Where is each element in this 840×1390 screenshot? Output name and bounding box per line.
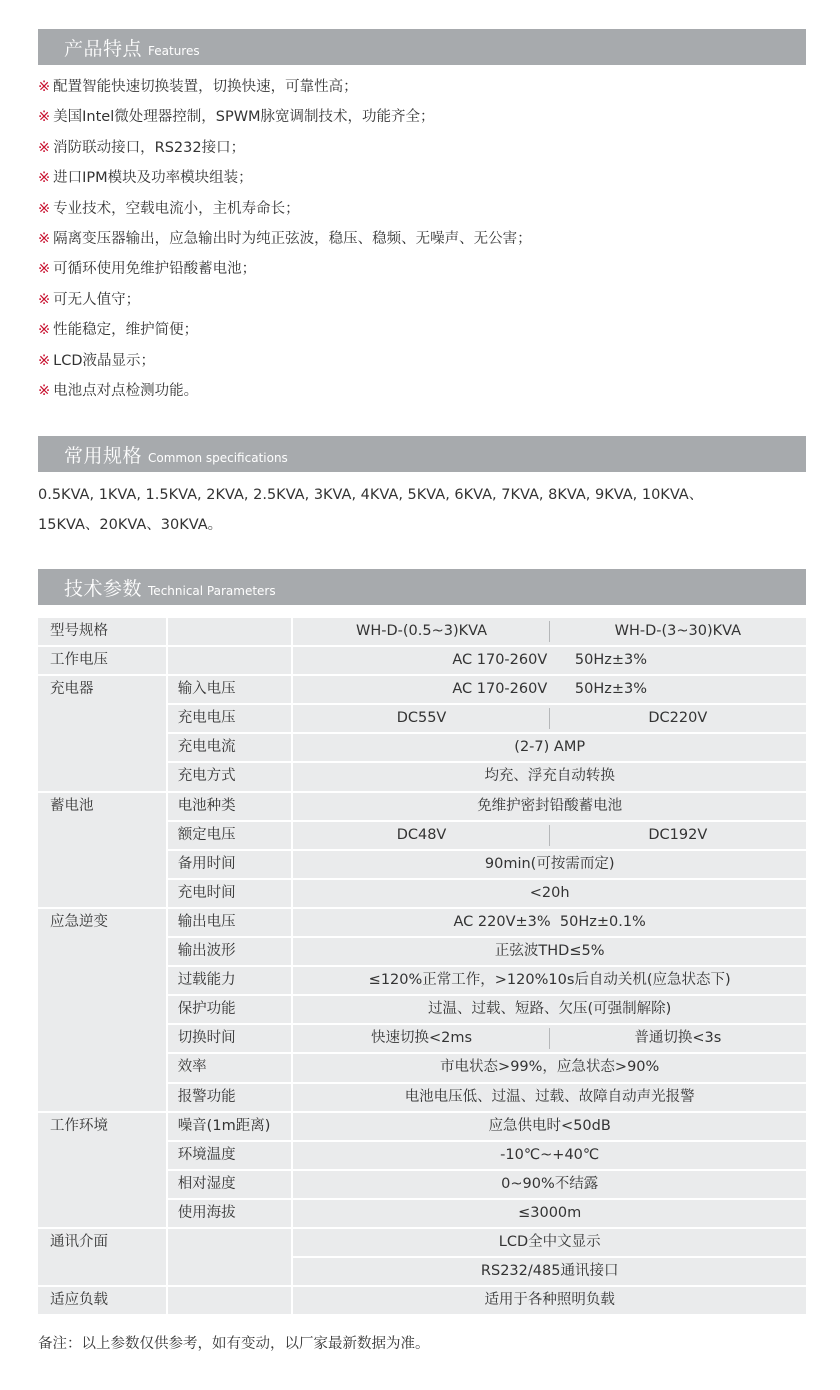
param-value: AC 220V±3% 50Hz±0.1% — [453, 913, 646, 930]
param-value: LCD全中文显示 — [498, 1233, 601, 1250]
param-group-label — [38, 793, 166, 907]
param-group-label — [38, 647, 166, 674]
param-name-cell: 额定电压 — [168, 822, 292, 849]
params-header — [38, 569, 806, 605]
reference-mark-icon: ※ — [38, 352, 51, 369]
feature-item — [38, 346, 808, 376]
param-name-cell: 噪音(1m距离) — [168, 1113, 292, 1140]
param-name-cell: 输入电压 — [168, 676, 292, 703]
reference-mark-icon: ※ — [38, 170, 51, 187]
param-value-cell — [293, 705, 806, 732]
specs-title-en: Common specifications — [148, 451, 288, 465]
feature-item — [38, 163, 808, 193]
params-title-cn: 技术参数 — [64, 578, 143, 600]
feature-text: 可循环使用免维护铅酸蓄电池； — [53, 261, 257, 278]
param-value-cell — [293, 880, 806, 907]
param-value-left: WH-D-(0.5~3)KVA — [293, 618, 549, 645]
param-value: AC 170-260V 50Hz±3% — [452, 681, 648, 698]
param-category: 蓄电池 — [50, 797, 94, 814]
param-group-label — [38, 909, 166, 1111]
reference-mark-icon: ※ — [38, 139, 51, 156]
param-value: ≤120%正常工作，>120%10s后自动关机(应急状态下) — [368, 972, 731, 989]
reference-mark-icon: ※ — [38, 200, 51, 217]
reference-mark-icon: ※ — [38, 261, 51, 278]
feature-item — [38, 376, 808, 406]
param-name-cell: 输出波形 — [168, 938, 292, 965]
param-value-cell — [293, 996, 806, 1023]
param-group-label — [38, 676, 166, 790]
param-name-cell: 效率 — [168, 1054, 292, 1081]
param-group-label — [38, 618, 166, 645]
features-header — [38, 29, 806, 65]
feature-text: 专业技术，空载电流小，主机寿命长； — [53, 200, 300, 217]
param-value: 免维护密封铅酸蓄电池 — [477, 797, 623, 814]
reference-mark-icon: ※ — [38, 382, 51, 399]
features-title-en: Features — [148, 44, 200, 58]
param-value: 适用于各种照明负载 — [484, 1292, 615, 1309]
feature-item — [38, 194, 808, 224]
feature-item — [38, 133, 808, 163]
param-value-cell — [293, 618, 806, 645]
feature-item — [38, 315, 808, 345]
param-value-cell — [293, 763, 806, 790]
param-name-cell: 备用时间 — [168, 851, 292, 878]
feature-text: 配置智能快速切换装置，切换快速，可靠性高； — [53, 79, 358, 95]
param-value: (2-7) AMP — [514, 739, 586, 756]
param-category: 工作环境 — [50, 1117, 108, 1134]
param-name-cell — [168, 647, 292, 674]
param-value-cell — [293, 647, 806, 674]
param-value: -10℃~+40℃ — [500, 1146, 600, 1163]
features-list — [38, 72, 808, 406]
param-name-cell — [168, 1229, 292, 1285]
param-name-cell — [168, 1287, 292, 1314]
param-value: 90min(可按需而定) — [484, 855, 615, 872]
specs-title-cn: 常用规格 — [64, 445, 143, 467]
feature-text: 进口IPM模块及功率模块组装； — [53, 170, 253, 187]
specs-line-2: 15KVA、20KVA、30KVA。 — [38, 517, 223, 533]
param-value: <20h — [529, 884, 570, 901]
param-value-cell — [293, 676, 806, 703]
param-value-cell — [293, 1084, 806, 1111]
param-category: 通讯介面 — [50, 1234, 108, 1251]
param-value-cell — [293, 734, 806, 761]
param-name-cell: 充电方式 — [168, 763, 292, 790]
params-table — [38, 618, 806, 1316]
param-value-cell — [293, 1229, 806, 1256]
feature-text: 性能稳定，维护简便； — [53, 322, 199, 339]
specs-header — [38, 436, 806, 472]
params-title-en: Technical Parameters — [148, 584, 276, 598]
feature-text: LCD液晶显示； — [53, 352, 156, 369]
reference-mark-icon: ※ — [38, 230, 51, 247]
param-value-cell — [293, 1113, 806, 1140]
param-value: 0~90%不结露 — [501, 1175, 599, 1192]
feature-item — [38, 72, 808, 102]
param-name-cell: 环境温度 — [168, 1142, 292, 1169]
param-value-right: DC220V — [648, 710, 708, 727]
param-name-cell: 充电时间 — [168, 880, 292, 907]
param-category: 适应负载 — [50, 1292, 108, 1309]
param-group-label — [38, 1113, 166, 1227]
param-value-cell — [293, 1200, 806, 1227]
param-value: ≤3000m — [518, 1204, 582, 1221]
param-value-left: DC55V — [293, 705, 549, 732]
feature-text: 电池点对点检测功能。 — [53, 382, 199, 399]
reference-mark-icon: ※ — [38, 291, 51, 308]
param-name-cell: 充电电流 — [168, 734, 292, 761]
feature-item — [38, 254, 808, 284]
feature-item — [38, 224, 808, 254]
param-name-cell: 充电电压 — [168, 705, 292, 732]
param-value-cell — [293, 851, 806, 878]
param-value-cell — [293, 822, 806, 849]
param-category: 型号规格 — [50, 623, 108, 639]
param-value: 正弦波THD≤5% — [494, 943, 605, 960]
param-group-label — [38, 1287, 166, 1314]
param-value-cell — [293, 909, 806, 936]
param-value-cell — [293, 1025, 806, 1052]
param-name-cell: 使用海拔 — [168, 1200, 292, 1227]
param-category: 工作电压 — [50, 652, 108, 669]
specs-text — [38, 480, 808, 540]
param-value: 应急供电时<50dB — [488, 1117, 611, 1134]
param-name-cell: 切换时间 — [168, 1025, 292, 1052]
param-category: 充电器 — [50, 681, 94, 698]
reference-mark-icon: ※ — [38, 322, 51, 339]
param-name-cell: 输出电压 — [168, 909, 292, 936]
param-value-cell — [293, 1142, 806, 1169]
param-category: 应急逆变 — [50, 914, 108, 930]
param-value: 过温、过载、短路、欠压(可强制解除) — [428, 1001, 672, 1018]
features-title-cn: 产品特点 — [64, 38, 143, 60]
feature-text: 美国Intel微处理器控制，SPWM脉宽调制技术，功能齐全； — [53, 109, 435, 126]
param-value: 均充、浮充自动转换 — [484, 768, 615, 785]
param-name-cell: 电池种类 — [168, 793, 292, 820]
feature-text: 可无人值守； — [53, 291, 141, 308]
param-name-cell: 过载能力 — [168, 967, 292, 994]
param-value-right: 普通切换<3s — [634, 1030, 722, 1047]
reference-mark-icon: ※ — [38, 79, 51, 95]
feature-item — [38, 102, 808, 132]
param-value-cell — [293, 1054, 806, 1081]
reference-mark-icon: ※ — [38, 109, 51, 126]
param-value-cell — [293, 938, 806, 965]
feature-text: 隔离变压器输出，应急输出时为纯正弦波，稳压、稳频、无噪声、无公害； — [53, 230, 532, 247]
feature-text: 消防联动接口，RS232接口； — [53, 139, 246, 156]
param-value-right: DC192V — [648, 826, 708, 843]
param-value-right: WH-D-(3~30)KVA — [614, 623, 742, 639]
param-value-cell — [293, 793, 806, 820]
param-name-cell: 保护功能 — [168, 996, 292, 1023]
param-value-cell — [293, 1258, 806, 1285]
feature-item — [38, 285, 808, 315]
param-name-cell — [168, 618, 292, 645]
param-value-left: 快速切换<2ms — [293, 1025, 549, 1052]
param-group-label — [38, 1229, 166, 1285]
specs-line-1: 0.5KVA, 1KVA, 1.5KVA, 2KVA, 2.5KVA, 3KVA, 4KVA, 5KVA, 6KVA, 7KVA, 8KVA, 9KVA, 10KVA、 — [38, 487, 704, 503]
param-value-cell — [293, 967, 806, 994]
param-value: RS232/485通讯接口 — [480, 1263, 619, 1280]
param-value: AC 170-260V 50Hz±3% — [452, 652, 648, 669]
param-name-cell: 相对湿度 — [168, 1171, 292, 1198]
param-value-cell — [293, 1171, 806, 1198]
footnote: 备注：以上参数仅供参考，如有变动，以厂家最新数据为准。 — [38, 1336, 430, 1352]
param-name-cell: 报警功能 — [168, 1084, 292, 1111]
param-value-left: DC48V — [293, 822, 549, 849]
param-value-cell — [293, 1287, 806, 1314]
param-value: 市电状态>99%，应急状态>90% — [440, 1059, 660, 1076]
param-value: 电池电压低、过温、过载、故障自动声光报警 — [404, 1088, 695, 1105]
